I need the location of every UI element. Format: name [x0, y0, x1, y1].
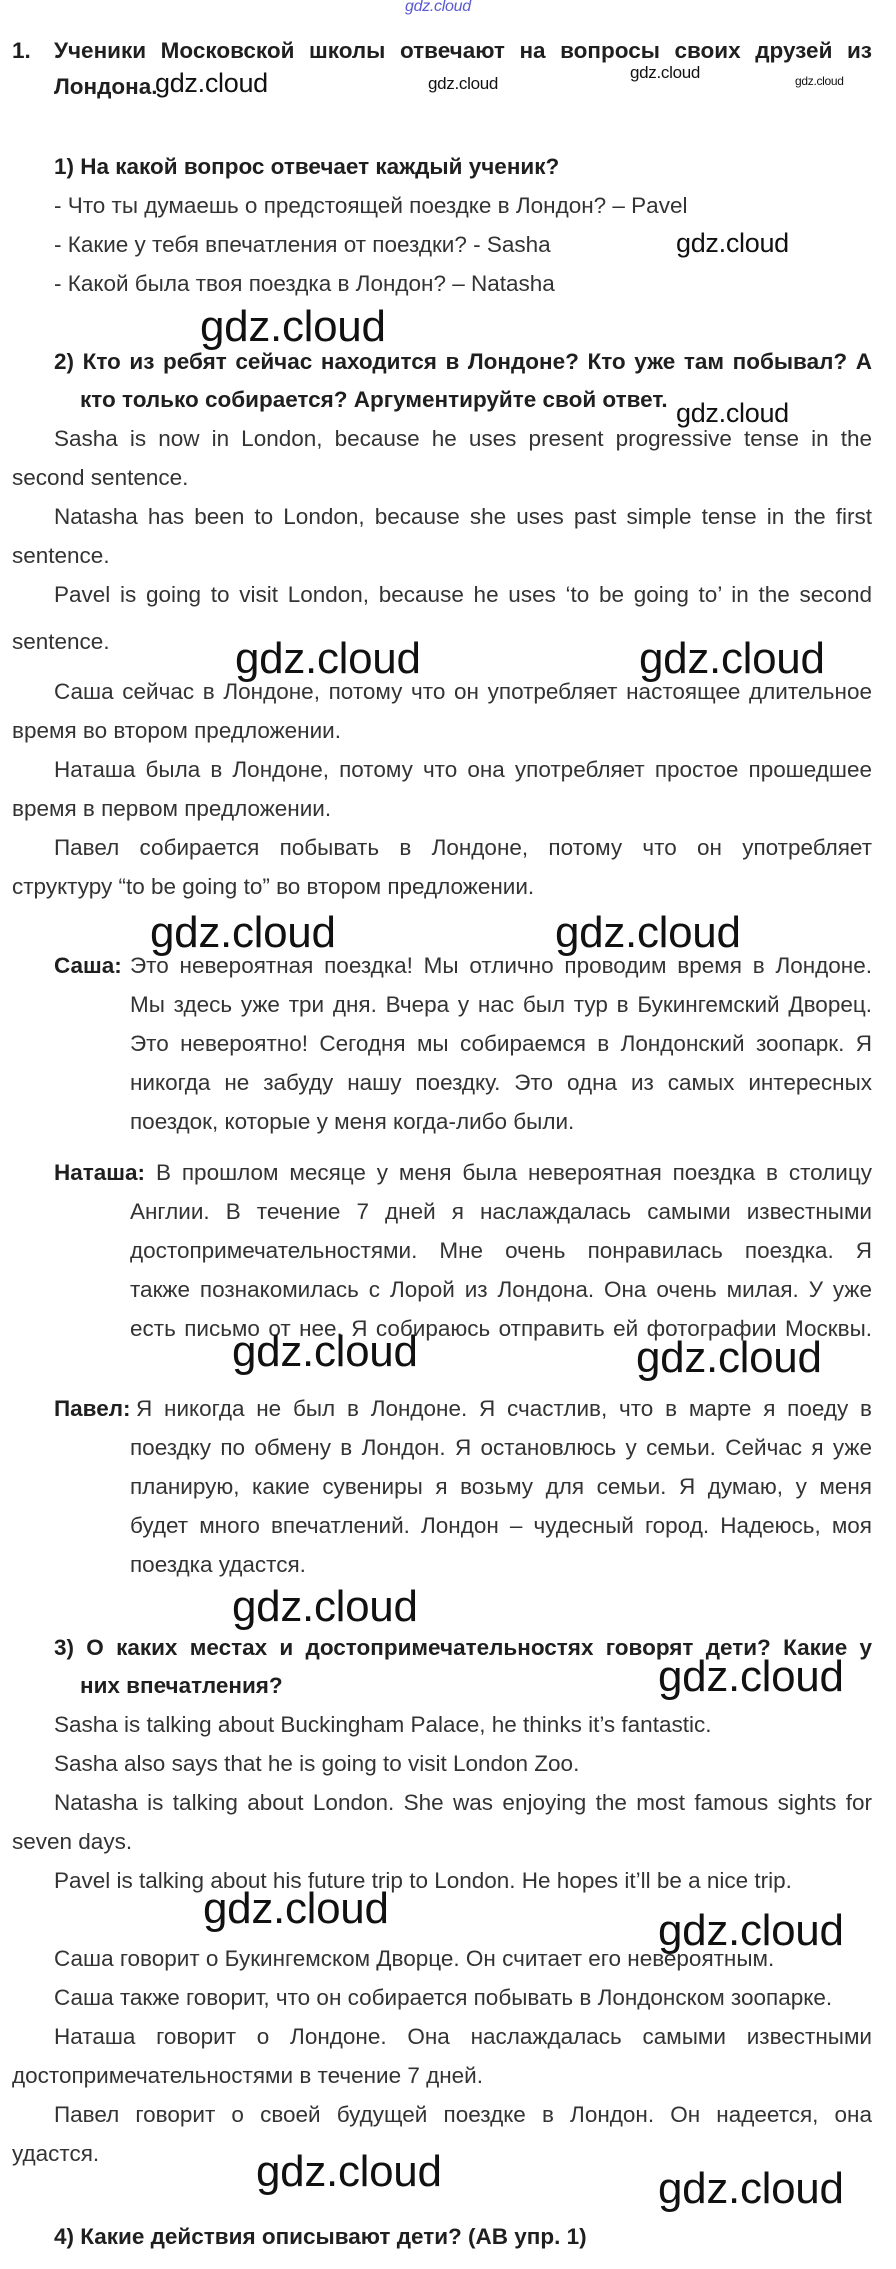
- q3-en-paragraph: Sasha also says that he is going to visit London Zoo.: [54, 1751, 580, 1776]
- pavel-text-line: поездку по обмену в Лондон. Я остановлюсь у семьи. Сейчас я уже: [130, 1435, 872, 1460]
- q3-ru-paragraph-cont: достопримечательностями в течение 7 дней.: [12, 2063, 484, 2088]
- q2-en-paragraph-cont: sentence.: [12, 543, 110, 568]
- q3-heading-line-1: 3) О каких местах и достопримечательностях говорят дети? Какие у: [54, 1635, 872, 1660]
- watermark: gdz.cloud: [235, 634, 421, 683]
- natasha-text-line: есть письмо от нее. Я собираюсь отправить ей фотографии Москвы.: [130, 1316, 872, 1341]
- watermark: gdz.cloud: [639, 634, 825, 683]
- watermark: gdz.cloud: [256, 2147, 442, 2196]
- q2-en-paragraph: Natasha has been to London, because she uses past simple tense in the first: [54, 504, 872, 529]
- watermark: gdz.cloud: [658, 2164, 844, 2213]
- speaker-pavel: Павел:: [54, 1396, 131, 1421]
- q3-en-paragraph: Sasha is talking about Buckingham Palace, he thinks it’s fantastic.: [54, 1712, 712, 1737]
- natasha-text-line: также познакомилась с Лорой из Лондона. Она очень милая. У уже: [130, 1277, 872, 1302]
- task-title-line-2: Лондона.: [54, 74, 158, 99]
- q1-heading: 1) На какой вопрос отвечает каждый ученик?: [54, 154, 560, 179]
- natasha-text-line: В прошлом месяце у меня была невероятная поездка в столицу: [156, 1160, 872, 1185]
- watermark: gdz.cloud: [795, 74, 844, 88]
- watermark: gdz.cloud: [676, 398, 789, 428]
- q2-ru-paragraph-cont: структуру “to be going to” во втором предложении.: [12, 874, 535, 899]
- speaker-sasha: Саша:: [54, 953, 122, 978]
- q3-en-paragraph-cont: seven days.: [12, 1829, 133, 1854]
- q2-heading-line-2: кто только собирается? Аргументируйте свой ответ.: [80, 387, 668, 412]
- watermark: gdz.cloud: [150, 908, 336, 957]
- sasha-text-line: Это невероятная поездка! Мы отлично проводим время в Лондоне.: [130, 953, 872, 978]
- watermark-top: gdz.cloud: [405, 0, 471, 15]
- watermark: gdz.cloud: [203, 1884, 389, 1933]
- sasha-text-line: Это невероятно! Сегодня мы собираемся в Лондонский зоопарк. Я: [130, 1031, 872, 1056]
- sasha-text-line: никогда не забуду нашу поездку. Это одна из самых интересных: [130, 1070, 872, 1095]
- pavel-text-line: будет много впечатлений. Лондон – чудесный город. Надеюсь, моя: [130, 1513, 872, 1538]
- q3-ru-paragraph-cont: удастся.: [12, 2141, 100, 2166]
- q2-en-paragraph-cont: sentence.: [12, 629, 110, 654]
- sasha-text-line: поездок, которые у меня когда-либо были.: [130, 1109, 575, 1134]
- q3-ru-paragraph: Саша также говорит, что он собирается побывать в Лондонском зоопарке.: [54, 1985, 833, 2010]
- sasha-text-line: Мы здесь уже три дня. Вчера у нас был тур в Букингемский Дворец.: [130, 992, 872, 1017]
- task-title-line-1: Ученики Московской школы отвечают на вопросы своих друзей из: [54, 38, 872, 63]
- watermark: gdz.cloud: [658, 1652, 844, 1701]
- q3-heading-line-2: них впечатления?: [80, 1673, 283, 1698]
- q3-ru-paragraph: Саша говорит о Букингемском Дворце. Он считает его невероятным.: [54, 1946, 775, 1971]
- q3-en-paragraph: Pavel is talking about his future trip to London. He hopes it’ll be a nice trip.: [54, 1868, 792, 1893]
- watermark: gdz.cloud: [676, 228, 789, 258]
- q4-heading: 4) Какие действия описывают дети? (AB упр. 1): [54, 2224, 587, 2249]
- q2-en-paragraph: Sasha is now in London, because he uses present progressive tense in the: [54, 426, 872, 451]
- watermark: gdz.cloud: [155, 68, 268, 98]
- watermark: gdz.cloud: [428, 74, 499, 93]
- q2-ru-paragraph: Саша сейчас в Лондоне, потому что он употребляет настоящее длительное: [54, 679, 872, 704]
- q2-ru-paragraph-cont: время во втором предложении.: [12, 718, 341, 743]
- q2-heading-line-1: 2) Кто из ребят сейчас находится в Лондоне? Кто уже там побывал? А: [54, 349, 872, 374]
- pavel-text-line: планирую, какие сувениры я возьму для семьи. Я думаю, у меня: [130, 1474, 872, 1499]
- q2-ru-paragraph: Павел собирается побывать в Лондоне, потому что он употребляет: [54, 835, 872, 860]
- pavel-text-line: поездка удастся.: [130, 1552, 306, 1577]
- q2-en-paragraph: Pavel is going to visit London, because he uses ‘to be going to’ in the second: [54, 582, 872, 607]
- q3-ru-paragraph: Наташа говорит о Лондоне. Она наслаждалась самыми известными: [54, 2024, 872, 2049]
- pavel-text-line: Я никогда не был в Лондоне. Я счастлив, что в марте я поеду в: [136, 1396, 872, 1421]
- q1-item: - Какие у тебя впечатления от поездки? - Sasha: [54, 232, 551, 257]
- watermark: gdz.cloud: [636, 1333, 822, 1382]
- q1-item: - Какой была твоя поездка в Лондон? – Natasha: [54, 271, 555, 296]
- q1-item: - Что ты думаешь о предстоящей поездке в Лондон? – Pavel: [54, 193, 688, 218]
- watermark: gdz.cloud: [630, 63, 701, 82]
- watermark: gdz.cloud: [555, 908, 741, 957]
- natasha-text-line: Англии. В течение 7 дней я наслаждалась самыми известными: [130, 1199, 872, 1224]
- watermark: gdz.cloud: [232, 1582, 418, 1631]
- watermark: gdz.cloud: [200, 302, 386, 351]
- q2-ru-paragraph-cont: время в первом предложении.: [12, 796, 332, 821]
- natasha-text-line: достопримечательностями. Мне очень понравилась поездка. Я: [130, 1238, 872, 1263]
- q2-ru-paragraph: Наташа была в Лондоне, потому что она употребляет простое прошедшее: [54, 757, 872, 782]
- watermark: gdz.cloud: [658, 1906, 844, 1955]
- watermark: gdz.cloud: [232, 1327, 418, 1376]
- speaker-natasha: Наташа:: [54, 1160, 146, 1185]
- q3-en-paragraph: Natasha is talking about London. She was enjoying the most famous sights for: [54, 1790, 872, 1815]
- q2-en-paragraph-cont: second sentence.: [12, 465, 189, 490]
- task-number: 1.: [12, 38, 31, 63]
- q3-ru-paragraph: Павел говорит о своей будущей поездке в Лондон. Он надеется, она: [54, 2102, 872, 2127]
